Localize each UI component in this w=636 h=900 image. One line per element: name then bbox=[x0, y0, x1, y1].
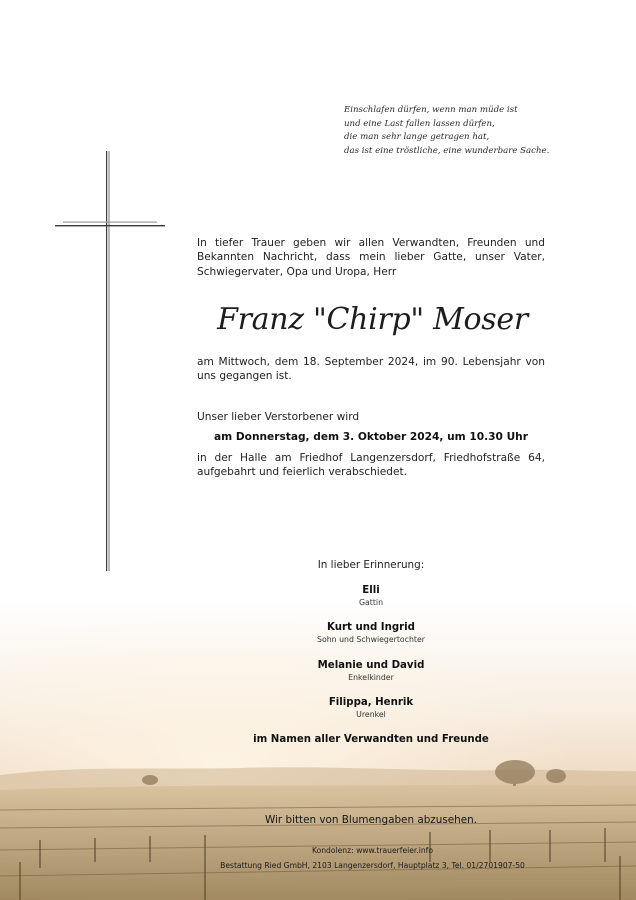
mourner-entry bbox=[197, 659, 545, 683]
poem-line: Einschlafen dürfen, wenn man müde ist bbox=[344, 105, 518, 115]
mourner-entry bbox=[197, 584, 545, 608]
mourner-entry bbox=[197, 621, 545, 645]
mourner-name: Kurt und Ingrid bbox=[327, 622, 415, 633]
mourner-name: Melanie und David bbox=[317, 660, 425, 671]
mourner-entry bbox=[197, 696, 545, 720]
cross-horizontal-beam bbox=[55, 220, 165, 229]
memory-title: In lieber Erinnerung: bbox=[317, 559, 425, 571]
announcement-intro: In tiefer Trauer geben wir allen Verwandten, Freunden und Bekannten Nachricht, dass mein lieber Gatte, unser Vater, Schwiegervater, Opa und Uropa, Herr bbox=[197, 237, 545, 278]
relatives-line: im Namen aller Verwandten und Freunde bbox=[253, 734, 489, 745]
mourner-relation: Urenkel bbox=[356, 710, 386, 719]
poem-line: und eine Last fallen lassen dürfen, bbox=[344, 118, 495, 129]
cross-vertical-beam bbox=[106, 151, 110, 571]
mourner-relation: Gattin bbox=[358, 598, 384, 607]
poem-quote bbox=[344, 104, 604, 158]
undertaker-info: Bestattung Ried GmbH, 2103 Langenzersdorf, Hauptplatz 3, Tel. 01/2701907-50 bbox=[220, 861, 525, 870]
funeral-place: in der Halle am Friedhof Langenzersdorf, Friedhofstraße 64, aufgebahrt und feierlich verabschiedet. bbox=[197, 452, 545, 479]
funeral-intro: Unser lieber Verstorbener wird bbox=[197, 411, 360, 423]
funeral-date: am Donnerstag, dem 3. Oktober 2024, um 10.30 Uhr bbox=[214, 431, 528, 443]
death-notice: am Mittwoch, dem 18. September 2024, im 90. Lebensjahr von uns gegangen ist. bbox=[197, 356, 545, 383]
mourner-name: Elli bbox=[362, 585, 380, 596]
condolence-link[interactable]: Kondolenz: www.trauerfeier.info bbox=[312, 846, 433, 855]
poem-line: die man sehr lange getragen hat, bbox=[344, 132, 490, 143]
mourner-relation: Enkelkinder bbox=[348, 673, 394, 682]
mourner-relation: Sohn und Schwiegertochter bbox=[317, 635, 425, 644]
flowers-request: Wir bitten von Blumengaben abzusehen. bbox=[264, 814, 478, 826]
poem-line: das ist eine tröstliche, eine wunderbare Sache. bbox=[344, 145, 550, 156]
deceased-name: Franz "Chirp" Moser bbox=[217, 302, 528, 337]
mourner-name: Filippa, Henrik bbox=[328, 697, 414, 708]
